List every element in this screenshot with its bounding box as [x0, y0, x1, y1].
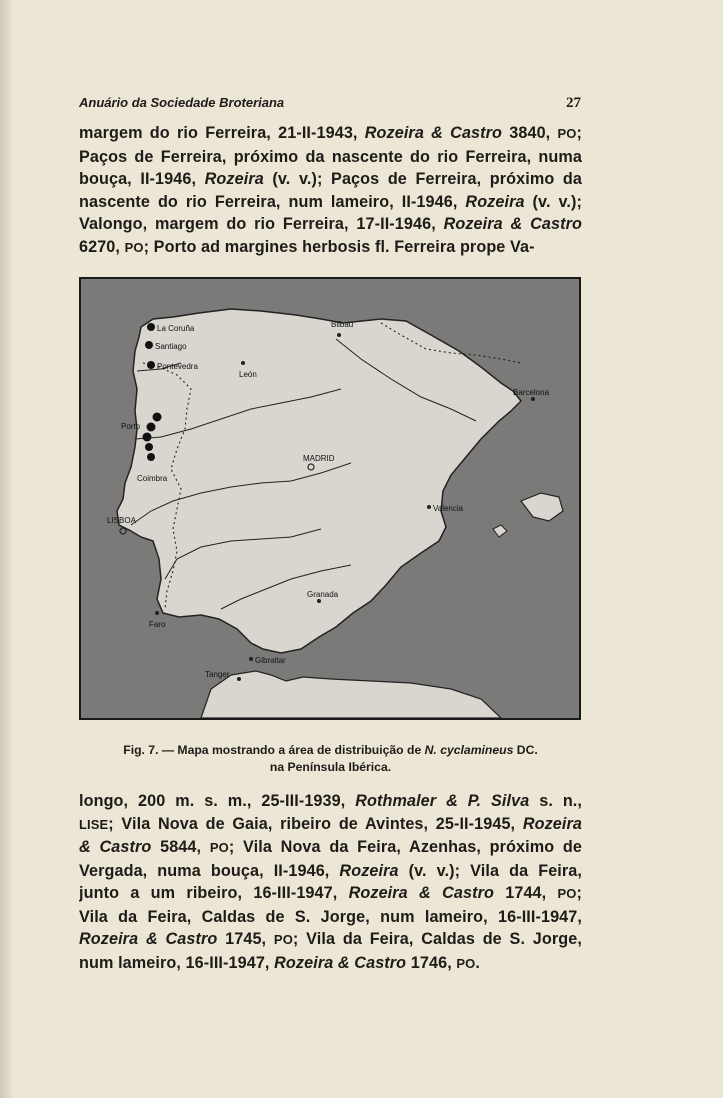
city-gibraltar-dot: [249, 657, 253, 661]
label-tanger: Tanger: [205, 670, 230, 679]
text-line: Paços de Ferreira, próximo da nascente do rio Ferreira, numa: [79, 147, 582, 166]
text-line: bouça, II-1946, Rozeira (v. v.); Paços de Ferreira, próximo da: [79, 170, 582, 188]
text-line: LISE; Vila Nova de Gaia, ribeiro de Avintes, 25-II-1945, Rozeira: [79, 814, 582, 833]
occurrence-point: [143, 433, 152, 442]
city-barcelona-dot: [531, 397, 535, 401]
label-leon: León: [239, 370, 257, 379]
text-line: margem do rio Ferreira, 21-II-1943, Rozeira & Castro 3840, PO;: [79, 124, 582, 142]
label-coimbra: Coimbra: [137, 474, 168, 483]
occurrence-point: [145, 341, 153, 349]
label-bilbau: Bilbau: [331, 320, 354, 329]
occurrence-point: [153, 413, 162, 422]
text-line: junto a um ribeiro, 16-III-1947, Rozeira & Castro 1744, PO;: [79, 884, 582, 902]
occurrence-point: [147, 423, 156, 432]
journal-title: Anuário da Sociedade Broteriana: [79, 95, 285, 110]
text-line: Vila da Feira, Caldas de S. Jorge, num lameiro, 16-III-1947,: [79, 907, 582, 926]
occurrence-point: [147, 361, 155, 369]
city-granada-dot: [317, 599, 321, 603]
label-gibraltar: Gibraltar: [255, 656, 286, 665]
body-text-top: [79, 122, 582, 259]
page-edge-shadow: [0, 0, 14, 1098]
label-porto: Porto: [121, 422, 141, 431]
text-line: Vergada, numa bouça, II-1946, Rozeira (v. v.); Vila da Feira,: [79, 861, 582, 880]
occurrence-point: [145, 443, 153, 451]
text-line: 6270, PO; Porto ad margines herbosis fl. Ferreira prope Va-: [79, 237, 535, 256]
label-santiago: Santiago: [155, 342, 187, 351]
ibiza-island: [493, 525, 507, 537]
distribution-map: [79, 277, 581, 720]
label-lisboa: LISBOA: [107, 516, 136, 525]
caption-line-2: na Península Ibérica.: [269, 760, 392, 774]
text-line: Rozeira & Castro 1745, PO; Vila da Feira, Caldas de S. Jorge,: [79, 930, 582, 948]
caption-line-1: Fig. 7. — Mapa mostrando a área de distribuição de N. cyclamineus DC.: [123, 743, 538, 757]
label-faro: Faro: [149, 620, 166, 629]
figure-caption: [79, 742, 582, 776]
city-tanger-dot: [237, 677, 241, 681]
mallorca-island: [521, 493, 563, 521]
text-line: & Castro 5844, PO; Vila Nova da Feira, Azenhas, próximo de: [79, 838, 582, 856]
city-bilbau-dot: [337, 333, 341, 337]
label-pontevedra: Pontevedra: [157, 362, 198, 371]
city-faro-dot: [155, 611, 159, 615]
label-valencia: Valencia: [433, 504, 464, 513]
text-line: longo, 200 m. s. m., 25-III-1939, Rothmaler & P. Silva s. n.,: [79, 792, 582, 810]
body-text-bottom: [79, 790, 582, 975]
page-number: 27: [566, 95, 581, 111]
label-madrid: MADRID: [303, 454, 335, 463]
text-line: Valongo, margem do rio Ferreira, 17-II-1946, Rozeira & Castro: [79, 215, 582, 233]
city-valencia-dot: [427, 505, 431, 509]
text-line: nascente do rio Ferreira, num lameiro, II-1946, Rozeira (v. v.);: [79, 192, 582, 211]
city-lisboa-dot: [120, 528, 126, 534]
running-header: [79, 95, 581, 115]
text-line: num lameiro, 16-III-1947, Rozeira & Castro 1746, PO.: [79, 953, 480, 972]
label-barcelona: Barcelona: [513, 388, 550, 397]
label-coruna: La Coruña: [157, 324, 195, 333]
city-leon-dot: [241, 361, 245, 365]
label-granada: Granada: [307, 590, 339, 599]
iberia-map-svg: [81, 279, 579, 718]
occurrence-point: [147, 323, 155, 331]
africa-landmass: [201, 671, 501, 718]
occurrence-point: [147, 453, 155, 461]
